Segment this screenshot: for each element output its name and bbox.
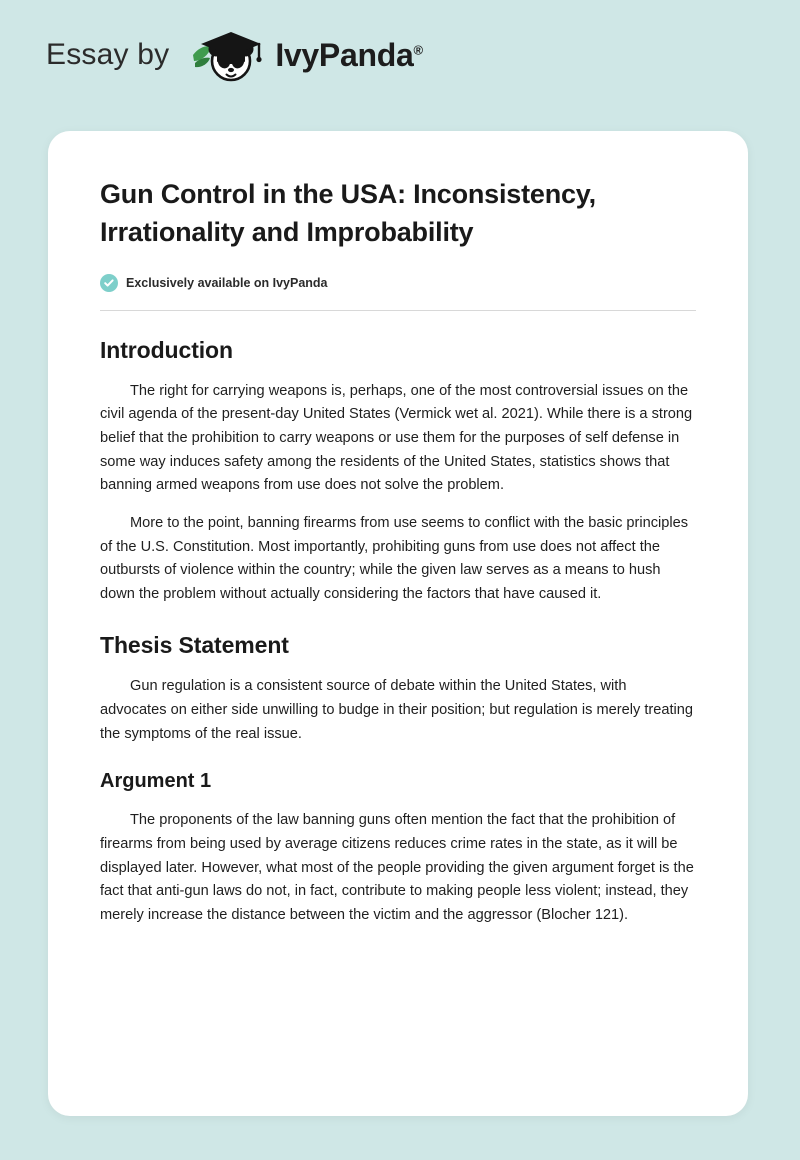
title-divider xyxy=(100,310,696,311)
exclusive-badge xyxy=(100,274,696,292)
paragraph: The right for carrying weapons is, perhaps, one of the most controversial issues on the civil agenda of the present-day United States (Vermick wet al. 2021). While there is a strong belief that the prohibition to carry weapons or use them for the purposes of self defense in some way induces safety among the residents of the United States, statistics shows that banning armed weapons from use does not solve the problem. xyxy=(100,382,693,494)
exclusive-label: Exclusively available on IvyPanda xyxy=(126,275,328,290)
panda-graduate-icon xyxy=(185,25,269,85)
paragraph: More to the point, banning firearms from use seems to conflict with the basic principles of the U.S. Constitution. Most importantly, prohibiting guns from use does not affect the outbursts of violence within the country; while the given law serves as a means to hush down the problem without actually considering the factors that have caused it. xyxy=(100,514,689,602)
section-heading-introduction: Introduction xyxy=(100,336,233,363)
essay-by-label: Essay by xyxy=(46,38,170,71)
brand-name-text: IvyPanda xyxy=(275,36,414,73)
registered-mark: ® xyxy=(413,41,423,57)
document-sheet xyxy=(48,131,748,1116)
brand-name xyxy=(275,37,422,74)
site-header xyxy=(0,0,800,72)
ivypanda-logo[interactable] xyxy=(185,25,422,85)
paragraph: The proponents of the law banning guns often mention the fact that the prohibition of firearms from being used by average citizens reduces crime rates in the state, as it will be displayed later. However, what most of the people providing the given argument forget is the fact that anti-gun laws do not, in fact, contribute to making people less violent; instead, they merely increase the distance between the victim and the aggressor (Blocher 121). xyxy=(100,812,694,923)
paragraph: Gun regulation is a consistent source of debate within the United States, with advocates on either side unwilling to budge in their position; but regulation is merely treating the symptoms of the real issue. xyxy=(100,678,694,742)
section-heading-thesis-statement: Thesis Statement xyxy=(100,632,289,659)
check-circle-icon xyxy=(100,274,118,292)
section-heading-argument-1: Argument 1 xyxy=(100,770,212,793)
page-title: Gun Control in the USA: Inconsistency, Irrationality and Improbability xyxy=(100,179,596,248)
